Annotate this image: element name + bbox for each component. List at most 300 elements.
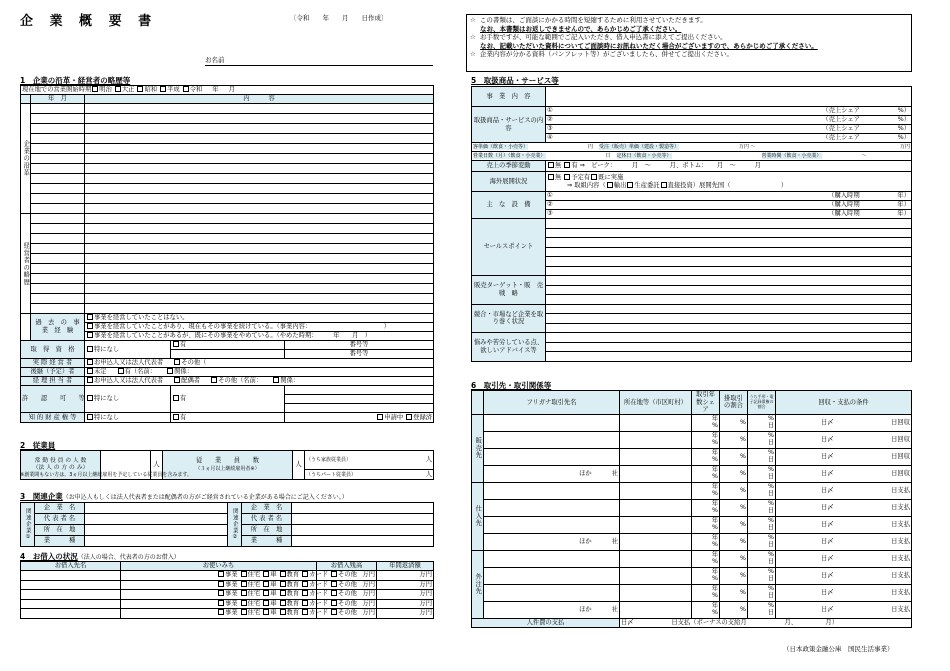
career-content[interactable]: [85, 224, 434, 234]
history-ym[interactable]: [31, 124, 85, 134]
career-ym[interactable]: [31, 214, 85, 224]
label: %: [768, 551, 774, 559]
label: 現在地での営業開始時期: [22, 86, 92, 94]
form-cell[interactable]: [620, 431, 692, 448]
form-cell[interactable]: [748, 414, 776, 431]
history-content[interactable]: [85, 114, 434, 124]
checkbox[interactable]: [564, 174, 570, 180]
label: 大正: [121, 86, 135, 94]
form-cell[interactable]: [620, 584, 692, 601]
label: ④: [547, 134, 553, 142]
form-cell[interactable]: [748, 448, 776, 465]
history-ym[interactable]: [31, 194, 85, 204]
label: 日: [891, 520, 898, 528]
checkbox[interactable]: [137, 86, 143, 92]
form-cell[interactable]: [484, 533, 620, 550]
form-cell[interactable]: [776, 431, 912, 448]
worry-input[interactable]: [546, 352, 912, 362]
checkbox[interactable]: [564, 162, 570, 168]
label: 日: [767, 608, 774, 616]
form-cell[interactable]: [484, 414, 620, 431]
career-ym[interactable]: [31, 274, 85, 284]
form-cell[interactable]: [285, 404, 434, 413]
label: （３ヵ月以上継続雇用者※）: [195, 466, 260, 472]
label: 回収: [897, 452, 910, 460]
form-cell[interactable]: [776, 533, 912, 550]
label: 日: [891, 571, 898, 579]
group-side: 仕入先: [472, 482, 484, 550]
checkbox[interactable]: [280, 609, 286, 615]
label: ☆: [470, 33, 476, 42]
form-cell[interactable]: [692, 567, 720, 584]
form-cell[interactable]: [21, 95, 31, 104]
history-ym[interactable]: [31, 204, 85, 214]
label: 日〆: [821, 435, 834, 443]
label: 日: [767, 438, 774, 446]
loan-lender[interactable]: [21, 571, 121, 581]
history-ym[interactable]: [31, 104, 85, 114]
label: 有（名前：: [124, 368, 157, 376]
sales-input[interactable]: [546, 266, 912, 276]
form-cell[interactable]: [285, 413, 434, 423]
career-content[interactable]: [85, 294, 434, 304]
career-ym[interactable]: [31, 294, 85, 304]
form-cell[interactable]: [776, 465, 912, 482]
history-ym[interactable]: [31, 134, 85, 144]
form-cell[interactable]: [546, 172, 912, 192]
form-cell[interactable]: [776, 584, 912, 601]
market-input[interactable]: [546, 323, 912, 333]
checkbox[interactable]: [160, 86, 166, 92]
checkbox[interactable]: [280, 600, 286, 606]
checkbox[interactable]: [241, 571, 247, 577]
form-cell[interactable]: [171, 386, 285, 413]
checkbox[interactable]: [273, 377, 279, 383]
label: 生産委託: [634, 181, 660, 189]
form-cell[interactable]: [692, 482, 720, 499]
form-cell[interactable]: [546, 210, 912, 219]
form-cell[interactable]: [620, 601, 692, 618]
form-cell[interactable]: [546, 107, 912, 116]
form-cell[interactable]: [620, 448, 692, 465]
checkbox[interactable]: [87, 323, 93, 329]
label: 日: [767, 540, 774, 548]
form-cell[interactable]: [484, 601, 620, 618]
form-cell[interactable]: [484, 499, 620, 516]
label: 輸出: [613, 181, 627, 189]
label: 番号等: [349, 350, 369, 358]
form-cell[interactable]: [546, 161, 912, 172]
loan-lender[interactable]: [21, 599, 121, 609]
form-cell[interactable]: [121, 599, 357, 609]
checkbox[interactable]: [302, 590, 308, 596]
history-content[interactable]: [85, 194, 434, 204]
form-cell[interactable]: [85, 368, 434, 377]
checkbox[interactable]: [211, 377, 217, 383]
worry-label: 悩みや苦労している点、欲しいアドバイス等: [472, 333, 546, 362]
related-2-input[interactable]: [292, 536, 434, 547]
history-ym[interactable]: [31, 174, 85, 184]
form-cell[interactable]: [776, 550, 912, 567]
history-content[interactable]: [85, 164, 434, 174]
form-cell[interactable]: [285, 395, 434, 404]
career-content[interactable]: [85, 244, 434, 254]
career-content[interactable]: [85, 304, 434, 314]
history-content[interactable]: [85, 154, 434, 164]
form-cell[interactable]: [472, 143, 912, 152]
form-cell[interactable]: [121, 571, 357, 581]
loan-lender[interactable]: [21, 580, 121, 590]
label: 人: [293, 451, 305, 480]
sales-input[interactable]: [546, 238, 912, 248]
label: 日: [891, 537, 898, 545]
checkbox[interactable]: [87, 346, 93, 352]
label: 明治: [99, 86, 112, 94]
history-content[interactable]: [85, 184, 434, 194]
sales-input[interactable]: [546, 257, 912, 267]
checkbox[interactable]: [218, 581, 224, 587]
label: 無: [555, 162, 562, 170]
form-cell[interactable]: [546, 134, 912, 143]
form-cell[interactable]: [620, 567, 692, 584]
related-1-input[interactable]: [85, 514, 228, 525]
checkbox[interactable]: [173, 341, 179, 347]
label: 4 お借入の状況: [20, 552, 78, 561]
form-cell[interactable]: [285, 386, 434, 395]
career-content[interactable]: [85, 254, 434, 264]
form-cell[interactable]: [776, 482, 912, 499]
form-cell[interactable]: [692, 550, 720, 567]
label: 日: [891, 605, 898, 613]
checkbox[interactable]: [331, 581, 337, 587]
checkbox[interactable]: [548, 162, 554, 168]
form-cell[interactable]: [776, 601, 912, 618]
form-cell[interactable]: [285, 341, 434, 350]
label: 日: [891, 435, 898, 443]
form-cell[interactable]: [776, 567, 912, 584]
label: 関係：: [174, 368, 193, 376]
form-cell[interactable]: [121, 609, 357, 619]
checkbox[interactable]: [87, 414, 93, 420]
partner-table: [471, 390, 912, 628]
label: （うちパート従業員）: [306, 471, 357, 478]
role-label: 経 理 担 当 者: [21, 377, 85, 386]
checkbox[interactable]: [87, 314, 93, 320]
checkbox[interactable]: [280, 581, 286, 587]
checkbox[interactable]: [218, 571, 224, 577]
form-cell[interactable]: [21, 314, 31, 341]
label: 万円: [377, 590, 434, 600]
related-1-input[interactable]: [85, 525, 228, 536]
form-cell[interactable]: [692, 601, 720, 618]
form-cell[interactable]: [748, 550, 776, 567]
label: ほか: [579, 537, 592, 545]
related-2-input[interactable]: [292, 503, 434, 514]
label: %: [720, 465, 748, 482]
form-cell[interactable]: [620, 499, 692, 516]
experience-label: 過 去 の 事 業 経 験: [31, 314, 85, 341]
form-cell[interactable]: [472, 152, 912, 161]
label: 日〆: [821, 571, 834, 579]
label: 従 業 員 数: [196, 457, 259, 465]
form-cell[interactable]: [748, 482, 776, 499]
form-cell[interactable]: [484, 448, 620, 465]
career-content[interactable]: [85, 274, 434, 284]
related-2-input[interactable]: [292, 514, 434, 525]
label: %: [768, 517, 774, 525]
checkbox[interactable]: [302, 600, 308, 606]
checkbox[interactable]: [167, 368, 173, 374]
career-content[interactable]: [85, 264, 434, 274]
label: ③: [547, 210, 553, 218]
label: この書類は、ご面談にかかる時間を短縮するために利用させていただきます。: [479, 16, 707, 24]
form-cell[interactable]: [692, 499, 720, 516]
form-cell[interactable]: [692, 516, 720, 533]
form-cell[interactable]: [620, 465, 692, 482]
form-cell[interactable]: [692, 431, 720, 448]
form-cell[interactable]: [776, 448, 912, 465]
career-ym[interactable]: [31, 234, 85, 244]
career-content[interactable]: [85, 284, 434, 294]
checkbox[interactable]: [280, 590, 286, 596]
form-cell[interactable]: [85, 413, 171, 423]
history-ym[interactable]: [31, 184, 85, 194]
checkbox[interactable]: [331, 609, 337, 615]
checkbox[interactable]: [118, 368, 124, 374]
form-cell[interactable]: [620, 482, 692, 499]
checkbox[interactable]: [87, 395, 93, 401]
form-cell[interactable]: [484, 567, 620, 584]
checkbox[interactable]: [174, 377, 180, 383]
form-cell[interactable]: [546, 125, 912, 134]
part-input[interactable]: [305, 470, 434, 480]
career-ym[interactable]: [31, 304, 85, 314]
form-cell[interactable]: [472, 391, 484, 415]
form-cell[interactable]: [692, 533, 720, 550]
checkbox[interactable]: [302, 609, 308, 615]
form-cell[interactable]: [484, 465, 620, 482]
career-ym[interactable]: [31, 264, 85, 274]
history-content[interactable]: [85, 204, 434, 214]
career-ym[interactable]: [31, 284, 85, 294]
form-cell[interactable]: [748, 465, 776, 482]
checkbox[interactable]: [331, 590, 337, 596]
checkbox[interactable]: [241, 609, 247, 615]
worry-input[interactable]: [546, 333, 912, 343]
checkbox[interactable]: [241, 590, 247, 596]
checkbox[interactable]: [115, 86, 121, 92]
sales-input[interactable]: [546, 219, 912, 229]
label: 年: [711, 551, 718, 559]
history-content[interactable]: [85, 134, 434, 144]
checkbox[interactable]: [87, 332, 93, 338]
employee-footnote: ※創業間もない方は、3ヵ月以上継続雇用を予定している従業員を含みます。: [20, 472, 192, 478]
checkbox[interactable]: [218, 609, 224, 615]
form-cell[interactable]: [620, 550, 692, 567]
target-input[interactable]: [546, 295, 912, 305]
related-2-input[interactable]: [292, 525, 434, 536]
label: 教育: [286, 571, 300, 579]
form-cell[interactable]: [692, 584, 720, 601]
checkbox[interactable]: [302, 571, 308, 577]
history-content[interactable]: [85, 124, 434, 134]
checkbox[interactable]: [241, 581, 247, 587]
form-cell[interactable]: [546, 201, 912, 210]
label: 特になし: [94, 413, 120, 421]
worry-input[interactable]: [546, 342, 912, 352]
checkbox[interactable]: [87, 368, 93, 374]
form-cell[interactable]: [776, 499, 912, 516]
form-cell[interactable]: [776, 414, 912, 431]
market-input[interactable]: [546, 304, 912, 314]
label: 日: [891, 452, 898, 460]
career-ym[interactable]: [31, 254, 85, 264]
family-input[interactable]: [305, 451, 434, 470]
label: ☆: [470, 16, 476, 24]
checkbox[interactable]: [263, 571, 269, 577]
checkbox[interactable]: [607, 182, 613, 188]
target-input[interactable]: [546, 285, 912, 295]
market-input[interactable]: [546, 314, 912, 324]
label: 業 種: [35, 536, 85, 547]
loan-lender[interactable]: [21, 609, 121, 619]
biz-label: 事 業 内 容: [472, 87, 546, 107]
name-field[interactable]: [205, 57, 433, 66]
form-cell[interactable]: [620, 414, 692, 431]
loan-lender[interactable]: [21, 590, 121, 600]
career-content[interactable]: [85, 234, 434, 244]
form-cell[interactable]: [484, 550, 620, 567]
checkbox[interactable]: [591, 174, 597, 180]
related-1-side: 関連企業①: [21, 503, 35, 547]
form-cell[interactable]: [620, 516, 692, 533]
label: 年: [711, 432, 718, 440]
form-cell[interactable]: [748, 584, 776, 601]
label: %: [768, 415, 774, 423]
history-ym[interactable]: [31, 164, 85, 174]
checkbox[interactable]: [87, 377, 93, 383]
history-content[interactable]: [85, 174, 434, 184]
checkbox[interactable]: [173, 395, 179, 401]
side-career: 経営者の略歴: [21, 214, 31, 314]
checkbox[interactable]: [661, 182, 667, 188]
form-cell[interactable]: [171, 413, 285, 423]
form-cell[interactable]: [776, 516, 912, 533]
label: （お申込人もしくは法人代表者または配偶者の方がご経営されている企業がある場合にご記入ください。）: [62, 494, 348, 501]
career-ym[interactable]: [31, 244, 85, 254]
checkbox[interactable]: [263, 609, 269, 615]
checkbox[interactable]: [92, 86, 98, 92]
checkbox[interactable]: [218, 600, 224, 606]
label: 関係：: [280, 377, 300, 385]
form-cell[interactable]: [85, 359, 434, 368]
history-ym[interactable]: [31, 114, 85, 124]
biz-input[interactable]: [546, 87, 912, 107]
checkbox[interactable]: [331, 600, 337, 606]
form-cell[interactable]: [546, 192, 912, 201]
sales-label: セールスポイント: [472, 219, 546, 276]
form-cell[interactable]: [285, 350, 434, 359]
checkbox[interactable]: [87, 359, 93, 365]
form-cell[interactable]: [692, 414, 720, 431]
checkbox[interactable]: [627, 182, 633, 188]
checkbox[interactable]: [280, 571, 286, 577]
form-cell[interactable]: [121, 590, 357, 600]
form-cell[interactable]: [620, 533, 692, 550]
label: 事業を経営していたことがあり、現在もその事業を続けている。（事業内容： ）: [94, 323, 390, 331]
checkbox[interactable]: [218, 590, 224, 596]
form-cell[interactable]: [85, 386, 171, 413]
checkbox[interactable]: [183, 86, 189, 92]
form-cell[interactable]: [748, 516, 776, 533]
checkbox[interactable]: [548, 174, 554, 180]
form-cell[interactable]: [171, 341, 285, 350]
related-1-input[interactable]: [85, 536, 228, 547]
sales-input[interactable]: [546, 247, 912, 257]
checkbox[interactable]: [174, 359, 180, 365]
items-label: 取扱商品・サービスの内容: [472, 107, 546, 143]
label: %: [768, 500, 774, 508]
form-cell[interactable]: [121, 580, 357, 590]
label: 企業内容が分かる資料（パンフレット等）がございましたら、併せてご提出ください。: [479, 50, 734, 59]
label: ほか: [579, 605, 592, 613]
form-cell[interactable]: [748, 431, 776, 448]
label: カード: [309, 571, 329, 579]
form-cell[interactable]: [692, 448, 720, 465]
checkbox[interactable]: [331, 571, 337, 577]
form-cell[interactable]: [484, 431, 620, 448]
form-cell[interactable]: [484, 516, 620, 533]
checkbox[interactable]: [173, 414, 179, 420]
label: その他: [338, 599, 357, 607]
label: ☆: [470, 50, 476, 59]
history-ym[interactable]: [31, 144, 85, 154]
label: ①: [547, 107, 553, 115]
related-1-input[interactable]: [85, 503, 228, 514]
label: 回収: [897, 469, 910, 477]
form-cell[interactable]: [748, 499, 776, 516]
form-cell[interactable]: [484, 482, 620, 499]
history-content[interactable]: [85, 104, 434, 114]
form-cell[interactable]: [85, 341, 171, 359]
form-cell[interactable]: [546, 116, 912, 125]
target-input[interactable]: [546, 276, 912, 286]
history-ym[interactable]: [31, 154, 85, 164]
career-ym[interactable]: [31, 224, 85, 234]
checkbox[interactable]: [241, 600, 247, 606]
label: 無: [555, 173, 562, 181]
label: なお、本書類はお返しできませんので、あらかじめご了承ください。: [480, 24, 682, 33]
form-cell[interactable]: [85, 377, 434, 386]
form-cell[interactable]: [692, 465, 720, 482]
form-cell[interactable]: [484, 584, 620, 601]
label: %: [712, 421, 718, 429]
checkbox[interactable]: [302, 581, 308, 587]
checkbox[interactable]: [263, 600, 269, 606]
career-content[interactable]: [85, 214, 434, 224]
checkbox[interactable]: [263, 581, 269, 587]
form-cell[interactable]: [171, 350, 285, 359]
sales-input[interactable]: [546, 228, 912, 238]
form-cell[interactable]: [748, 567, 776, 584]
history-content[interactable]: [85, 144, 434, 154]
checkbox[interactable]: [263, 590, 269, 596]
form-cell[interactable]: [748, 601, 776, 618]
form-cell[interactable]: [748, 533, 776, 550]
checkbox[interactable]: [377, 414, 383, 420]
label: 万円: [377, 599, 434, 609]
checkbox[interactable]: [406, 414, 412, 420]
